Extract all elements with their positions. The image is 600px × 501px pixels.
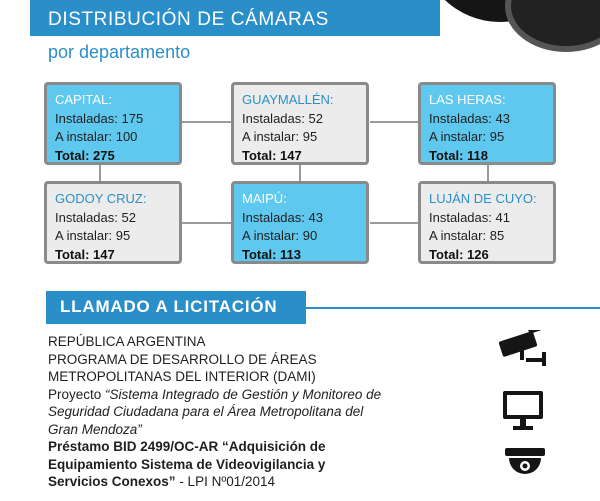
dept-name: LUJÁN DE CUYO: bbox=[429, 191, 537, 206]
dept-name: CAPITAL: bbox=[55, 92, 112, 107]
dept-name: GODOY CRUZ: bbox=[55, 191, 147, 206]
tender-heading: LLAMADO A LICITACIÓN bbox=[60, 297, 278, 316]
dept-to-install: A instalar: 85 bbox=[429, 228, 505, 243]
dome-camera-icon bbox=[503, 446, 547, 486]
dept-total: Total: 275 bbox=[55, 147, 115, 163]
tender-body bbox=[48, 333, 448, 491]
dept-to-install: A instalar: 95 bbox=[55, 228, 131, 243]
dept-name: GUAYMALLÉN: bbox=[242, 92, 334, 107]
dept-installed: Instaladas: 43 bbox=[429, 110, 510, 126]
dept-total: Total: 118 bbox=[429, 147, 489, 163]
dept-installed: Instaladas: 52 bbox=[242, 110, 323, 126]
tender-loan-line-3: Servicios Conexos” - LPI Nº01/2014 bbox=[48, 474, 276, 489]
tender-loan-line-2: Equipamiento Sistema de Videovigilancia y bbox=[48, 456, 326, 472]
monitor-icon bbox=[502, 390, 544, 432]
dept-total: Total: 113 bbox=[242, 246, 302, 262]
dept-installed: Instaladas: 52 bbox=[55, 209, 136, 225]
page-title: DISTRIBUCIÓN DE CÁMARAS bbox=[48, 9, 329, 30]
security-camera-icon bbox=[496, 330, 552, 370]
dept-box-capital bbox=[44, 82, 182, 165]
dept-installed: Instaladas: 41 bbox=[429, 209, 510, 225]
tender-loan-line-1: Préstamo BID 2499/OC-AR “Adquisición de bbox=[48, 439, 326, 454]
dept-installed: Instaladas: 43 bbox=[242, 209, 323, 225]
dept-to-install: A instalar: 90 bbox=[242, 228, 318, 243]
tender-project-line-3: Gran Mendoza” bbox=[48, 421, 142, 437]
tender-program-line-1: PROGRAMA DE DESARROLLO DE ÁREAS bbox=[48, 351, 317, 367]
tender-project-line-2: Seguridad Ciudadana para el Área Metropolitana del bbox=[48, 404, 364, 419]
dept-to-install: A instalar: 95 bbox=[429, 129, 505, 144]
dept-box-godoy-cruz bbox=[44, 181, 182, 264]
dept-installed: Instaladas: 175 bbox=[55, 110, 144, 126]
dept-to-install: A instalar: 100 bbox=[55, 129, 138, 144]
section-divider bbox=[306, 307, 600, 309]
dept-total: Total: 147 bbox=[242, 147, 302, 163]
tender-project-line-1: Proyecto “Sistema Integrado de Gestión y Monitoreo de bbox=[48, 386, 382, 402]
dept-to-install: A instalar: 95 bbox=[242, 129, 318, 144]
tender-country: REPÚBLICA ARGENTINA bbox=[48, 334, 206, 349]
page-subtitle: por departamento bbox=[48, 42, 191, 62]
dept-name: LAS HERAS: bbox=[429, 92, 506, 107]
dept-box-lujan-de-cuyo bbox=[418, 181, 556, 264]
dept-box-las-heras bbox=[418, 82, 556, 165]
dept-total: Total: 126 bbox=[429, 246, 489, 262]
dept-name: MAIPÚ: bbox=[242, 191, 287, 206]
dept-box-maipu bbox=[231, 181, 369, 264]
tender-program-line-2: METROPOLITANAS DEL INTERIOR (DAMI) bbox=[48, 369, 316, 384]
dept-box-guaymallen bbox=[231, 82, 369, 165]
dept-total: Total: 147 bbox=[55, 246, 115, 262]
